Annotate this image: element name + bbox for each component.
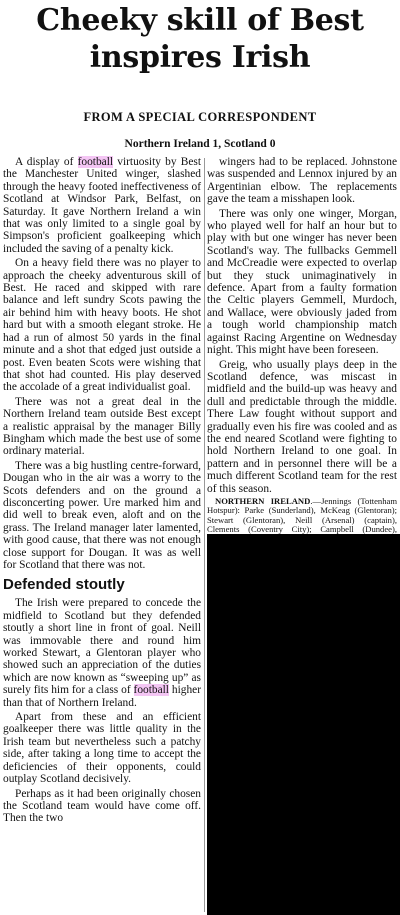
paragraph: wingers had to be replaced. Johnstone was suspended and Lennox injured by an Argentinian elbow. The replacements gave the team a misshapen look.	[207, 156, 397, 206]
paragraph: Greig, who usually plays deep in the Scotland defence, was miscast in midfield and the build-up was heavy and dull and predictable through the middle. There Law fought without support and gradually even his fire was cooled and as the end neared Scotland were fighting to hold Northern Ireland to one goal. In pattern and in personnel there will be a much different Scotland team for the rest of this season.	[207, 358, 397, 495]
paragraph: There was not a great deal in the Northern Ireland team outside Best except a realistic appraisal by the manager Billy Bingham which made the best use of some ordinary material.	[3, 395, 201, 458]
column-divider	[204, 158, 205, 912]
headline	[0, 2, 400, 76]
headline-line-2: inspires Irish	[89, 40, 311, 75]
search-highlight: football	[133, 684, 169, 697]
match-score: Northern Ireland 1, Scotland 0	[124, 138, 276, 150]
paragraph: A display of football virtuosity by Best the Manchester United winger, slashed through the heavy footed ineffectiveness of Scotland at Windsor Park, Belfast, on Saturday. It gave Northern Ireland a win that was only limited to a single goal by Simpson's proficient goalkeeping which included the saving of a penalty kick.	[3, 156, 201, 255]
headline-line-1: Cheeky skill of Best	[36, 3, 364, 38]
blank-scan-area	[207, 534, 400, 915]
subheading: Defended stoutly	[3, 576, 125, 594]
paragraph: There was a big hustling centre-forward, Dougan who in the air was a worry to the Scots defenders and on the ground a disconcerting power. Ure marked him and did well to break even, aloft and on the grass. The Ireland manager later lamented, with good cause, that there was not enough close support for Dougan. It was as well for Scotland that there was not.	[3, 459, 201, 571]
paragraph: Perhaps as it had been originally chosen the Scotland team would have come off. Then the two	[3, 787, 201, 825]
paragraph: Apart from these and an efficient goalkeeper there was little quality in the Irish team but nevertheless such a patchy side, after taking a long time to accept the deficiencies of their opponents, could outplay Scotland decisively.	[3, 711, 201, 786]
paragraph: On a heavy field there was no player to approach the cheeky adventurous skill of Best. He raced and skipped with rare balance and left sundry Scots pawing the air behind him with heavy boots. He shot hard but with a smooth elegant stroke. He had a run of almost 50 yards in the final minute and a shot that edged just outside a post. Even beaten Scots were wishing that that shot had counted. His play deserved the accolade of a great individualist goal.	[3, 257, 201, 394]
search-highlight: football	[77, 156, 114, 168]
paragraph: The Irish were prepared to concede the midfield to Scotland but they defended stoutly a short line in front of goal. Neill was immovable there and round him worked Stewart, a Glentoran player who showed such an appreciation of the duties which are now known as “sweeping up” as surely fits him for a class of football higher than that of Northern Ireland.	[3, 597, 202, 709]
left-column	[3, 156, 201, 827]
paragraph: There was only one winger, Morgan, who played well for half an hour but to play with but one winger has never been Scotland's way. The fullbacks Gemmell and McCreadie were expected to overlap but they stuck unimaginatively in defence. Apart from a faulty formation the Celtic players Gemmell, Murdoch, and Wallace, were obviously jaded from a tough world championship match against Racing Argentine on Wednesday night. This might have been foreseen.	[207, 207, 397, 357]
team-lineup: NORTHERN IRELAND.—Jennings (Tottenham Hotspur): Parke (Sunderland), McKeag (Glentoran); Stewart (Glentoran), Neill (Arsenal) (captain), Clements (Coventry City); Campbell (Dundee),	[207, 495, 397, 535]
byline: FROM A SPECIAL CORRESPONDENT	[83, 110, 317, 124]
